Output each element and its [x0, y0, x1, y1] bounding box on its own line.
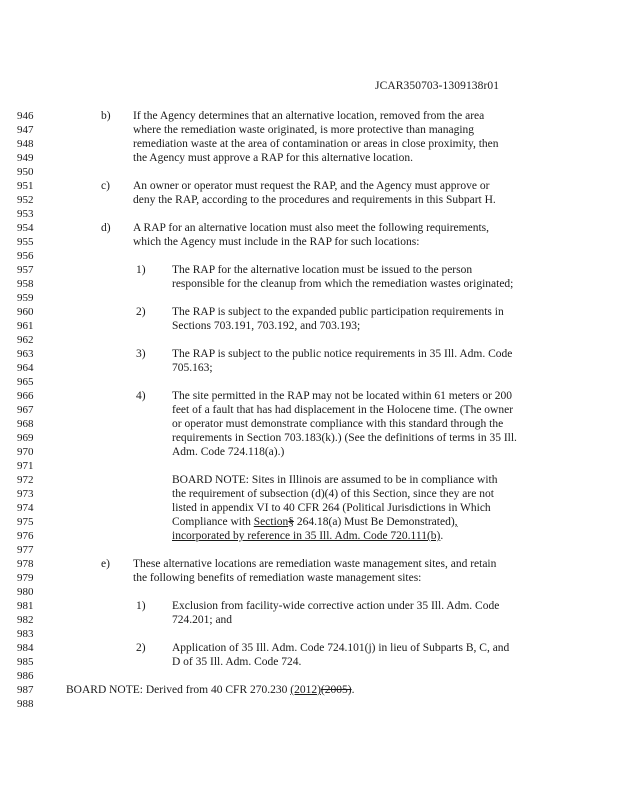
line-number: 966 — [17, 390, 34, 402]
line-number: 987 — [17, 684, 34, 696]
line-number: 984 — [17, 642, 34, 654]
line-number: 988 — [17, 698, 34, 710]
item-e1-text: 724.201; and — [172, 614, 233, 626]
line-number: 960 — [17, 306, 34, 318]
line-number: 965 — [17, 376, 34, 388]
line-number: 949 — [17, 152, 34, 164]
subsection-e-text: the following benefits of remediation waste management sites: — [133, 572, 422, 584]
line-number: 986 — [17, 670, 34, 682]
item-d4-text: The site permitted in the RAP may not be located within 61 meters or 200 — [172, 390, 513, 402]
subsection-b-label: b) — [101, 110, 111, 122]
subsection-d-text: A RAP for an alternative location must also meet the following requirements, — [133, 222, 489, 234]
line-number: 958 — [17, 278, 34, 290]
board-note-line5: incorporated by reference in 35 Ill. Adm. Code 720.111(b). — [172, 530, 444, 542]
item-d4-text: or operator must demonstrate compliance with this standard through the — [172, 418, 504, 430]
item-d1-text: The RAP for the alternative location must be issued to the person — [172, 264, 473, 276]
line-number: 968 — [17, 418, 34, 430]
line-number: 950 — [17, 166, 34, 178]
line-number: 979 — [17, 572, 34, 584]
subsection-b-text: the Agency must approve a RAP for this alternative location. — [133, 152, 413, 164]
subsection-e-label: e) — [101, 558, 110, 570]
line-number: 985 — [17, 656, 34, 668]
final-board-note: BOARD NOTE: Derived from 40 CFR 270.230 (2012)(2005). — [66, 684, 355, 696]
subsection-b-text: where the remediation waste originated, is more protective than managing — [133, 124, 475, 136]
line-number: 980 — [17, 586, 34, 598]
line-number: 954 — [17, 222, 34, 234]
subsection-b-text: If the Agency determines that an alternative location, removed from the area — [133, 110, 485, 122]
item-e1-label: 1) — [136, 600, 146, 612]
line-number: 961 — [17, 320, 34, 332]
line-number: 975 — [17, 516, 34, 528]
line-number: 972 — [17, 474, 34, 486]
line-number: 956 — [17, 250, 34, 262]
line-number: 974 — [17, 502, 34, 514]
inserted-text: incorporated by reference in 35 Ill. Adm. Code 720.111(b) — [172, 530, 441, 542]
board-note-text: the requirement of subsection (d)(4) of this Section, since they are not — [172, 488, 494, 500]
item-d4-text: requirements in Section 703.183(k).) (See the definitions of terms in 35 Ill. — [172, 432, 517, 444]
item-d2-text: The RAP is subject to the expanded public participation requirements in — [172, 306, 504, 318]
subsection-d-label: d) — [101, 222, 111, 234]
line-number: 957 — [17, 264, 34, 276]
line-number: 964 — [17, 362, 34, 374]
line-number: 962 — [17, 334, 34, 346]
subsection-c-text: deny the RAP, according to the procedures and requirements in this Subpart H. — [133, 194, 496, 206]
line-number: 971 — [17, 460, 34, 472]
line-number: 976 — [17, 530, 34, 542]
item-d3-label: 3) — [136, 348, 146, 360]
item-d2-label: 2) — [136, 306, 146, 318]
item-e2-text: Application of 35 Ill. Adm. Code 724.101(j) in lieu of Subparts B, C, and — [172, 642, 510, 654]
deleted-text: (2005) — [320, 684, 352, 696]
line-number: 977 — [17, 544, 34, 556]
document-id: JCAR350703-1309138r01 — [375, 80, 500, 92]
item-d4-text: Adm. Code 724.118(a).) — [172, 446, 285, 458]
line-number: 952 — [17, 194, 34, 206]
item-d2-text: Sections 703.191, 703.192, and 703.193; — [172, 320, 361, 332]
item-d3-text: 705.163; — [172, 362, 213, 374]
line-number: 982 — [17, 614, 34, 626]
item-d3-text: The RAP is subject to the public notice requirements in 35 Ill. Adm. Code — [172, 348, 513, 360]
deleted-text: § — [288, 516, 295, 528]
line-number: 951 — [17, 180, 34, 192]
line-number: 973 — [17, 488, 34, 500]
line-number: 948 — [17, 138, 34, 150]
line-number: 970 — [17, 446, 34, 458]
subsection-c-label: c) — [101, 180, 110, 192]
line-number: 969 — [17, 432, 34, 444]
item-e1-text: Exclusion from facility-wide corrective action under 35 Ill. Adm. Code — [172, 600, 500, 612]
item-d1-label: 1) — [136, 264, 146, 276]
item-e2-label: 2) — [136, 642, 146, 654]
subsection-b-text: remediation waste at the area of contamination or areas in close proximity, then — [133, 138, 499, 150]
subsection-d-text: which the Agency must include in the RAP for such locations: — [133, 236, 420, 248]
line-number: 947 — [17, 124, 34, 136]
line-number: 959 — [17, 292, 34, 304]
line-number: 978 — [17, 558, 34, 570]
line-number: 981 — [17, 600, 34, 612]
line-number: 955 — [17, 236, 34, 248]
line-number: 953 — [17, 208, 34, 220]
inserted-text: , — [454, 516, 458, 528]
item-d4-label: 4) — [136, 390, 146, 402]
item-e2-text: D of 35 Ill. Adm. Code 724. — [172, 656, 302, 668]
subsection-c-text: An owner or operator must request the RAP, and the Agency must approve or — [133, 180, 490, 192]
line-number: 967 — [17, 404, 34, 416]
item-d1-text: responsible for the cleanup from which the remediation wastes originated; — [172, 278, 514, 290]
line-number: 983 — [17, 628, 34, 640]
subsection-e-text: These alternative locations are remediation waste management sites, and retain — [133, 558, 497, 570]
inserted-text: Section — [253, 516, 289, 528]
line-number: 963 — [17, 348, 34, 360]
item-d4-text: feet of a fault that has had displacement in the Holocene time. (The owner — [172, 404, 514, 416]
board-note-text: listed in appendix VI to 40 CFR 264 (Political Jurisdictions in Which — [172, 502, 491, 514]
board-note-line4: Compliance with Section§ 264.18(a) Must Be Demonstrated), — [172, 516, 458, 528]
line-number: 946 — [17, 110, 34, 122]
board-note-text: BOARD NOTE: Sites in Illinois are assumed to be in compliance with — [172, 474, 498, 486]
inserted-text: (2012) — [290, 684, 321, 696]
